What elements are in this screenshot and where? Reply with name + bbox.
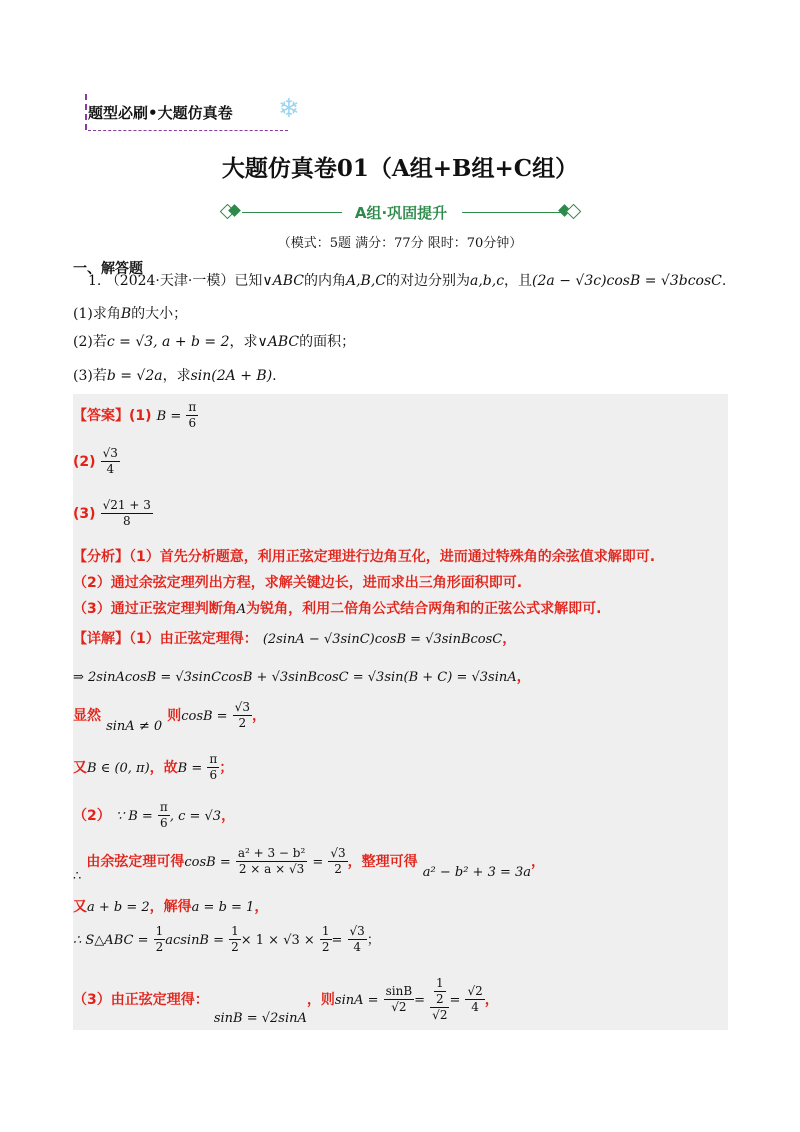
numerator: π — [209, 752, 218, 766]
denominator: 8 — [122, 514, 131, 528]
denominator: 2 — [334, 862, 342, 876]
part-text: 的大小； — [131, 306, 188, 322]
detail-text: 又 — [73, 760, 87, 776]
denominator: 4 — [471, 1000, 479, 1014]
numerator: √21 + 3 — [102, 498, 151, 512]
part-text: ，求 — [162, 368, 191, 384]
fraction — [233, 700, 252, 731]
stem-text: . — [721, 273, 727, 289]
numerator: π — [159, 800, 168, 814]
part-math: c = √3, a + b = 2 — [106, 334, 230, 350]
detail-text: （3）由正弦定理得： — [73, 992, 209, 1008]
denominator: 6 — [160, 816, 168, 830]
fraction — [328, 846, 347, 877]
fraction — [186, 400, 198, 431]
detail-text: ； — [219, 760, 234, 776]
math: a = b = 1 — [191, 900, 255, 915]
denominator: 2 — [155, 940, 164, 954]
part-text: 的面积； — [299, 334, 356, 350]
numerator: √3 — [349, 924, 365, 938]
header-decoration-line — [85, 94, 87, 130]
numerator: sinB — [385, 984, 413, 998]
denominator: 2 — [321, 940, 330, 954]
math: , c = √3 — [169, 809, 222, 824]
diamond-icon — [566, 204, 582, 220]
math: B ∈ (0, π) — [87, 761, 150, 776]
numerator: 1 — [435, 976, 444, 990]
detail-text: ， — [484, 992, 499, 1008]
numerator: 1 — [321, 924, 330, 938]
fraction — [434, 976, 446, 1007]
detail-line-8 — [73, 924, 380, 955]
denominator: 6 — [188, 416, 197, 430]
math: sinB = √2sinA — [213, 1011, 307, 1026]
stem-math: a,b,c — [469, 273, 505, 289]
numerator: π — [188, 400, 197, 414]
detail-line-4 — [73, 752, 233, 783]
answer-number: (2) — [73, 454, 96, 470]
numerator: √2 — [467, 984, 483, 998]
detail-line-7 — [73, 896, 268, 916]
analysis-label: 【分析】 — [73, 549, 129, 565]
detail-text: 显然 — [73, 708, 101, 724]
part-text: . — [272, 368, 277, 384]
math: = — [331, 933, 343, 948]
detail-text: ，解得 — [149, 899, 192, 915]
detail-text: ， — [254, 899, 269, 915]
detail-line-6 — [73, 846, 546, 884]
answer-label: 【答案】 — [73, 408, 129, 424]
part-math: b = √2a — [106, 368, 163, 384]
part-text: (3)若 — [73, 368, 107, 384]
math: a + b = 2 — [87, 900, 150, 915]
math: = — [312, 855, 324, 870]
numerator: √3 — [330, 846, 346, 860]
math: B = — [177, 761, 203, 776]
math: acsinB = — [165, 933, 225, 948]
math: B = — [156, 409, 182, 424]
detail-text: 则 — [167, 708, 182, 724]
answer-number: (3) — [73, 506, 96, 522]
math: = — [414, 993, 426, 1008]
math: cosB = — [184, 855, 231, 870]
header-underline — [88, 130, 288, 131]
detail-text: （1）由正弦定理得： — [129, 631, 258, 647]
stem-text: 的对边分别为 — [385, 273, 470, 289]
fraction — [348, 924, 367, 955]
fraction — [465, 984, 484, 1015]
analysis-text: （1）首先分析题意，利用正弦定理进行边角互化，进而通过特殊角的余弦值求解即可. — [129, 549, 656, 565]
analysis-text: （3）通过正弦定理判断角 — [73, 601, 237, 617]
compound-fraction — [430, 976, 449, 1023]
detail-line-1 — [73, 628, 516, 648]
denominator: √2 — [391, 1000, 407, 1014]
question-stem — [88, 272, 726, 290]
analysis-line-3 — [73, 598, 601, 618]
detail-text: ， — [531, 854, 546, 870]
denominator: 4 — [106, 462, 115, 476]
detail-line-2 — [73, 666, 531, 686]
numerator: 1 — [231, 924, 239, 938]
fraction — [154, 924, 166, 955]
part-text: (1)求角 — [73, 306, 121, 322]
group-label: A组·巩固提升 — [354, 204, 448, 222]
snowflake-icon: ❄ — [278, 94, 300, 124]
math: ⇒ 2sinAcosB = √3sinCcosB + √3sinBcosC = √3sin(B + C) = √3sinA — [73, 670, 517, 685]
detail-text: ， — [221, 808, 236, 824]
numerator: √3 — [102, 446, 118, 460]
detail-text: 由余弦定理可得 — [86, 854, 185, 870]
detail-label: 【详解】 — [73, 631, 129, 647]
answer-3 — [73, 498, 153, 529]
math: ∴ — [73, 869, 82, 884]
math: (2sinA − √3sinC)cosB = √3sinBcosC — [262, 632, 503, 647]
fraction — [236, 846, 307, 877]
detail-text: ，则 — [306, 992, 335, 1008]
fraction — [229, 924, 241, 955]
fraction — [320, 924, 332, 955]
detail-line-3 — [73, 700, 266, 734]
denominator: 2 — [231, 940, 239, 954]
exam-meta: （模式：5题 满分：77分 限时：70分钟） — [277, 236, 523, 251]
fraction — [101, 498, 153, 529]
detail-text: ， — [502, 631, 517, 647]
detail-line-5 — [73, 800, 235, 831]
answer-2 — [73, 446, 120, 477]
fraction — [207, 752, 219, 783]
numerator — [430, 976, 449, 1008]
denominator: 2 × a × √3 — [238, 862, 305, 876]
analysis-text: 为锐角，利用二倍角公式结合两角和的正弦公式求解即可. — [246, 601, 602, 617]
detail-line-9 — [73, 976, 499, 1026]
fraction — [158, 800, 170, 831]
math: cosB = — [181, 709, 228, 724]
page-title: 大题仿真卷01（A组+B组+C组） — [221, 155, 579, 182]
denominator: 2 — [238, 716, 247, 730]
math: ∴ S△ABC = — [73, 933, 149, 948]
detail-text: （2） — [73, 808, 111, 824]
part-text: (2)若 — [73, 334, 107, 350]
detail-text: ，故 — [149, 760, 178, 776]
header-tag: 题型必刷•大题仿真卷 — [88, 104, 233, 122]
math: ； — [366, 933, 380, 948]
math: = — [449, 993, 461, 1008]
banner-line-right — [462, 212, 562, 213]
math: × 1 × √3 × — [240, 933, 315, 948]
math: A — [236, 602, 247, 617]
detail-text: ，整理可得 — [347, 854, 418, 870]
math: sinA ≠ 0 — [106, 719, 163, 734]
numerator: √3 — [234, 700, 250, 714]
answer-1 — [73, 400, 198, 431]
analysis-line-2: （2）通过余弦定理列出方程，求解关键边长，进而求出三角形面积即可. — [73, 575, 523, 591]
part-math: ∨ABC — [257, 334, 300, 350]
stem-math: A,B,C — [345, 273, 386, 289]
numerator: 1 — [155, 924, 164, 938]
numerator: a² + 3 − b² — [237, 846, 306, 860]
part-math: sin(2A + B) — [190, 368, 273, 384]
detail-text: ， — [516, 669, 531, 685]
question-part-2 — [73, 333, 355, 351]
analysis-line-1 — [73, 546, 655, 566]
section-heading: 一、解答题 — [73, 261, 143, 277]
group-banner — [222, 200, 580, 226]
banner-line-left — [242, 212, 342, 213]
denominator: √2 — [432, 1008, 448, 1022]
stem-text: 的内角 — [303, 273, 346, 289]
denominator: 6 — [209, 768, 218, 782]
question-part-1 — [73, 305, 187, 323]
math: a² − b² + 3 = 3a — [422, 865, 532, 880]
answer-number: (1) — [129, 408, 152, 424]
stem-text: 1. （2024·天津·一模）已知 — [88, 273, 263, 289]
question-part-3 — [73, 367, 277, 385]
denominator: 4 — [353, 940, 361, 954]
detail-text: 又 — [73, 899, 87, 915]
denominator: 2 — [435, 992, 444, 1006]
detail-text: ， — [251, 708, 266, 724]
math: ∵ B = — [115, 809, 153, 824]
fraction — [384, 984, 415, 1015]
fraction — [101, 446, 120, 477]
part-text: ，求 — [229, 334, 258, 350]
stem-math: (2a − √3c)cosB = √3bcosC — [532, 273, 722, 289]
stem-text: ，且 — [504, 273, 533, 289]
part-math: B — [120, 306, 132, 322]
stem-math: ∨ABC — [262, 273, 304, 289]
math: sinA = — [334, 993, 379, 1008]
